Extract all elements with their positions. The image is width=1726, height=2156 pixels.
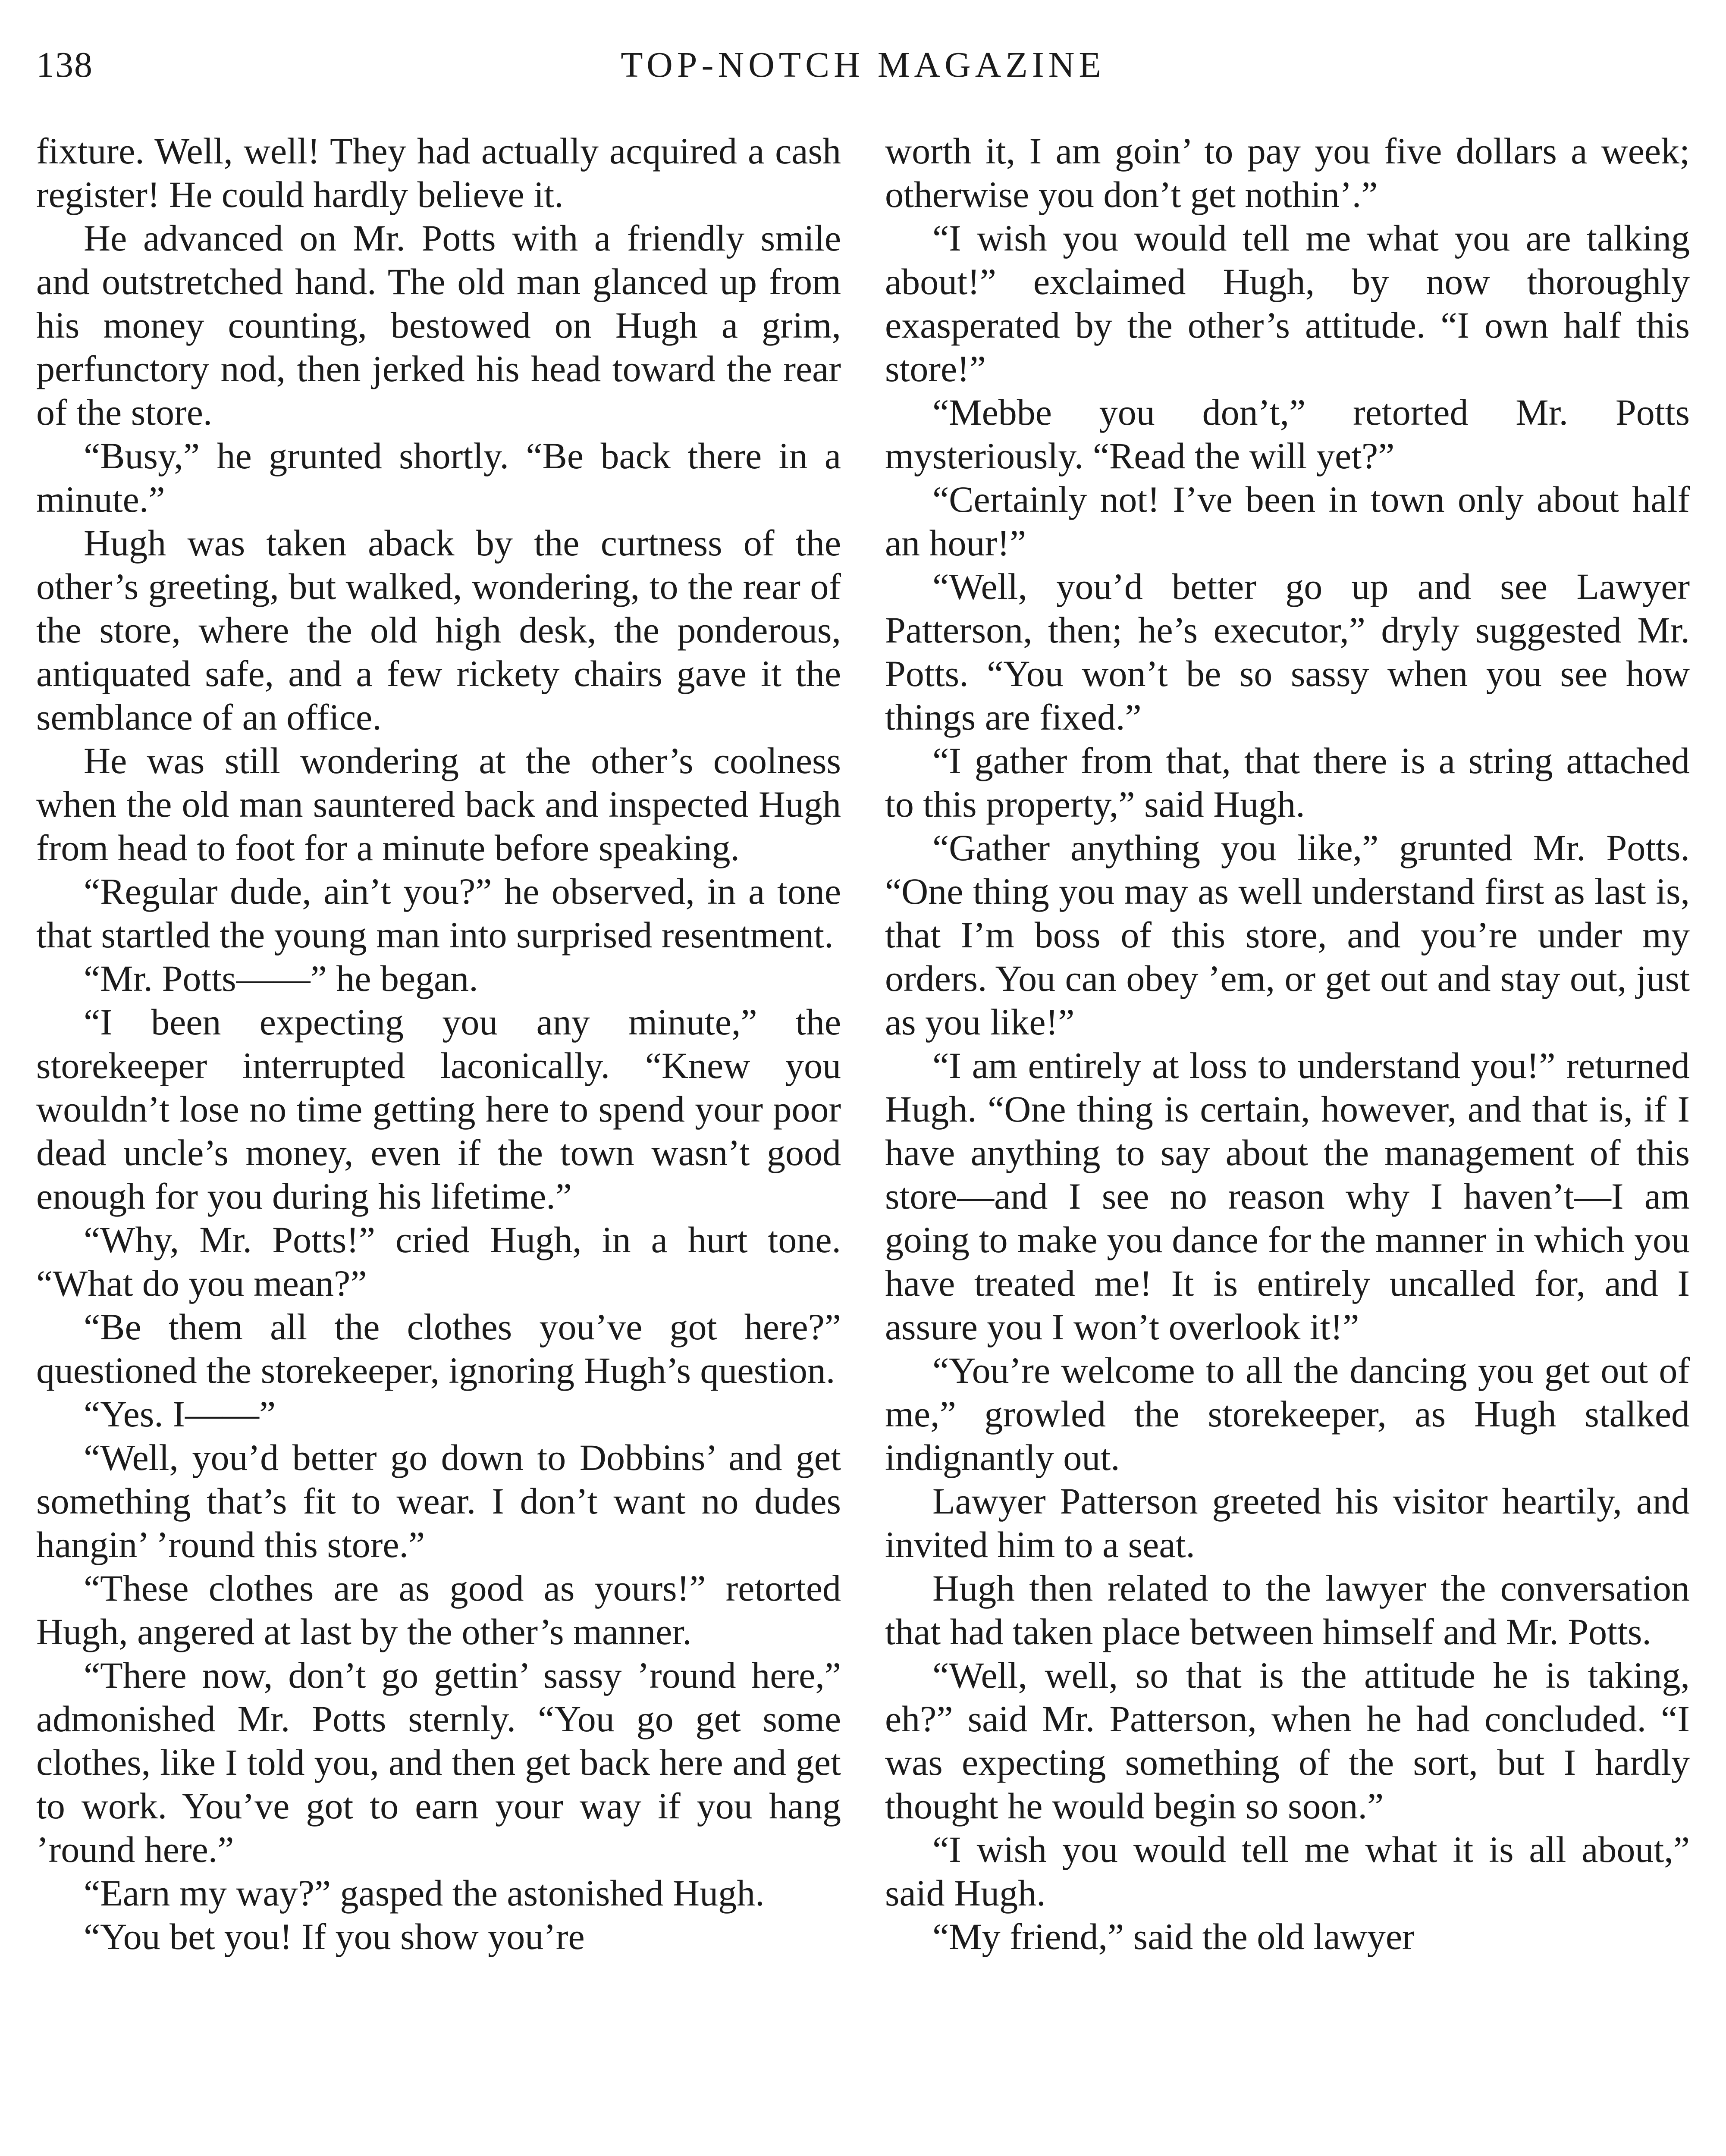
paragraph: “These clothes are as good as yours!” retorted Hugh, angered at last by the other’s manner. — [36, 1567, 841, 1652]
paragraph: fixture. Well, well! They had actually acquired a cash register! He could hardly believe it. — [36, 130, 841, 215]
paragraph: “I been expecting you any minute,” the storekeeper interrupted laconically. “Knew you wouldn’t lose no time getting here to spend your poor dead uncle’s money, even if the town wasn’t good enough for you during his lifetime.” — [36, 1001, 841, 1217]
text-columns — [36, 129, 1690, 2156]
paragraph: “Regular dude, ain’t you?” he observed, in a tone that startled the young man into surprised resentment. — [36, 871, 841, 956]
page-header — [36, 41, 1690, 89]
paragraph: “Well, you’d better go down to Dobbins’ and get something that’s fit to wear. I don’t want no dudes hangin’ ’round this store.” — [36, 1437, 841, 1565]
paragraph: “Well, well, so that is the attitude he is taking, eh?” said Mr. Patterson, when he had concluded. “I was expecting something of the sort, but I hardly thought he would begin so soon.” — [885, 1655, 1690, 1827]
paragraph: “Mebbe you don’t,” retorted Mr. Potts mysteriously. “Read the will yet?” — [885, 392, 1690, 476]
paragraph: Hugh was taken aback by the curtness of the other’s greeting, but walked, wondering, to the rear of the store, where the old high desk, the ponderous, antiquated safe, and a few rickety chairs gave it the semblance of an office. — [36, 522, 841, 738]
paragraph: “Yes. I——” — [84, 1393, 276, 1435]
paragraph: “Gather anything you like,” grunted Mr. Potts. “One thing you may as well understand first as last is, that I’m boss of this store, and you’re under my orders. You can obey ’em, or get out and stay out, just as you like!” — [885, 827, 1690, 1043]
paragraph: “Well, you’d better go up and see Lawyer Patterson, then; he’s executor,” dryly suggested Mr. Potts. “You won’t be so sassy when you see how things are fixed.” — [885, 566, 1690, 738]
paragraph: “You bet you! If you show you’re — [84, 1916, 585, 1957]
paragraph: “My friend,” said the old lawyer — [932, 1916, 1415, 1957]
paragraph: “I am entirely at loss to understand you!” returned Hugh. “One thing is certain, however, and that is, if I have anything to say about the management of this store—and I see no reason why I haven’t—I am going to make you dance for the manner in which you have treated me! It is entirely uncalled for, and I assure you I won’t overlook it!” — [885, 1045, 1690, 1348]
paragraph: “Be them all the clothes you’ve got here?” questioned the storekeeper, ignoring Hugh’s question. — [36, 1306, 841, 1391]
paragraph: “I wish you would tell me what you are talking about!” exclaimed Hugh, by now thoroughly exasperated by the other’s attitude. “I own half this store!” — [885, 217, 1690, 389]
paragraph: “Why, Mr. Potts!” cried Hugh, in a hurt tone. “What do you mean?” — [36, 1219, 841, 1304]
running-head: TOP-NOTCH MAGAZINE — [621, 45, 1105, 85]
page-number: 138 — [36, 45, 93, 85]
paragraph: “I wish you would tell me what it is all about,” said Hugh. — [885, 1829, 1690, 1914]
paragraph: “There now, don’t go gettin’ sassy ’round here,” admonished Mr. Potts sternly. “You go get some clothes, like I told you, and then get back here and get to work. You’ve got to earn your way if you hang ’round here.” — [36, 1655, 841, 1870]
paragraph: “I gather from that, that there is a string attached to this property,” said Hugh. — [885, 740, 1690, 825]
paragraph: “Certainly not! I’ve been in town only about half an hour!” — [885, 479, 1690, 564]
paragraph: “Earn my way?” gasped the astonished Hugh. — [84, 1872, 765, 1914]
paragraph: “You’re welcome to all the dancing you get out of me,” growled the storekeeper, as Hugh stalked indignantly out. — [885, 1350, 1690, 1478]
paragraph: worth it, I am goin’ to pay you five dollars a week; otherwise you don’t get nothin’.” — [885, 130, 1690, 215]
paragraph: “Mr. Potts——” he began. — [84, 958, 478, 999]
right-column — [885, 129, 1690, 2156]
paragraph: He advanced on Mr. Potts with a friendly smile and outstretched hand. The old man glanced up from his money counting, bestowed on Hugh a grim, perfunctory nod, then jerked his head toward the rear of the store. — [36, 217, 841, 433]
paragraph: He was still wondering at the other’s coolness when the old man sauntered back and inspected Hugh from head to foot for a minute before speaking. — [36, 740, 841, 868]
paragraph: “Busy,” he grunted shortly. “Be back there in a minute.” — [36, 435, 841, 520]
paragraph: Lawyer Patterson greeted his visitor heartily, and invited him to a seat. — [885, 1480, 1690, 1565]
left-column — [36, 129, 841, 2156]
paragraph: Hugh then related to the lawyer the conversation that had taken place between himself and Mr. Potts. — [885, 1567, 1690, 1652]
